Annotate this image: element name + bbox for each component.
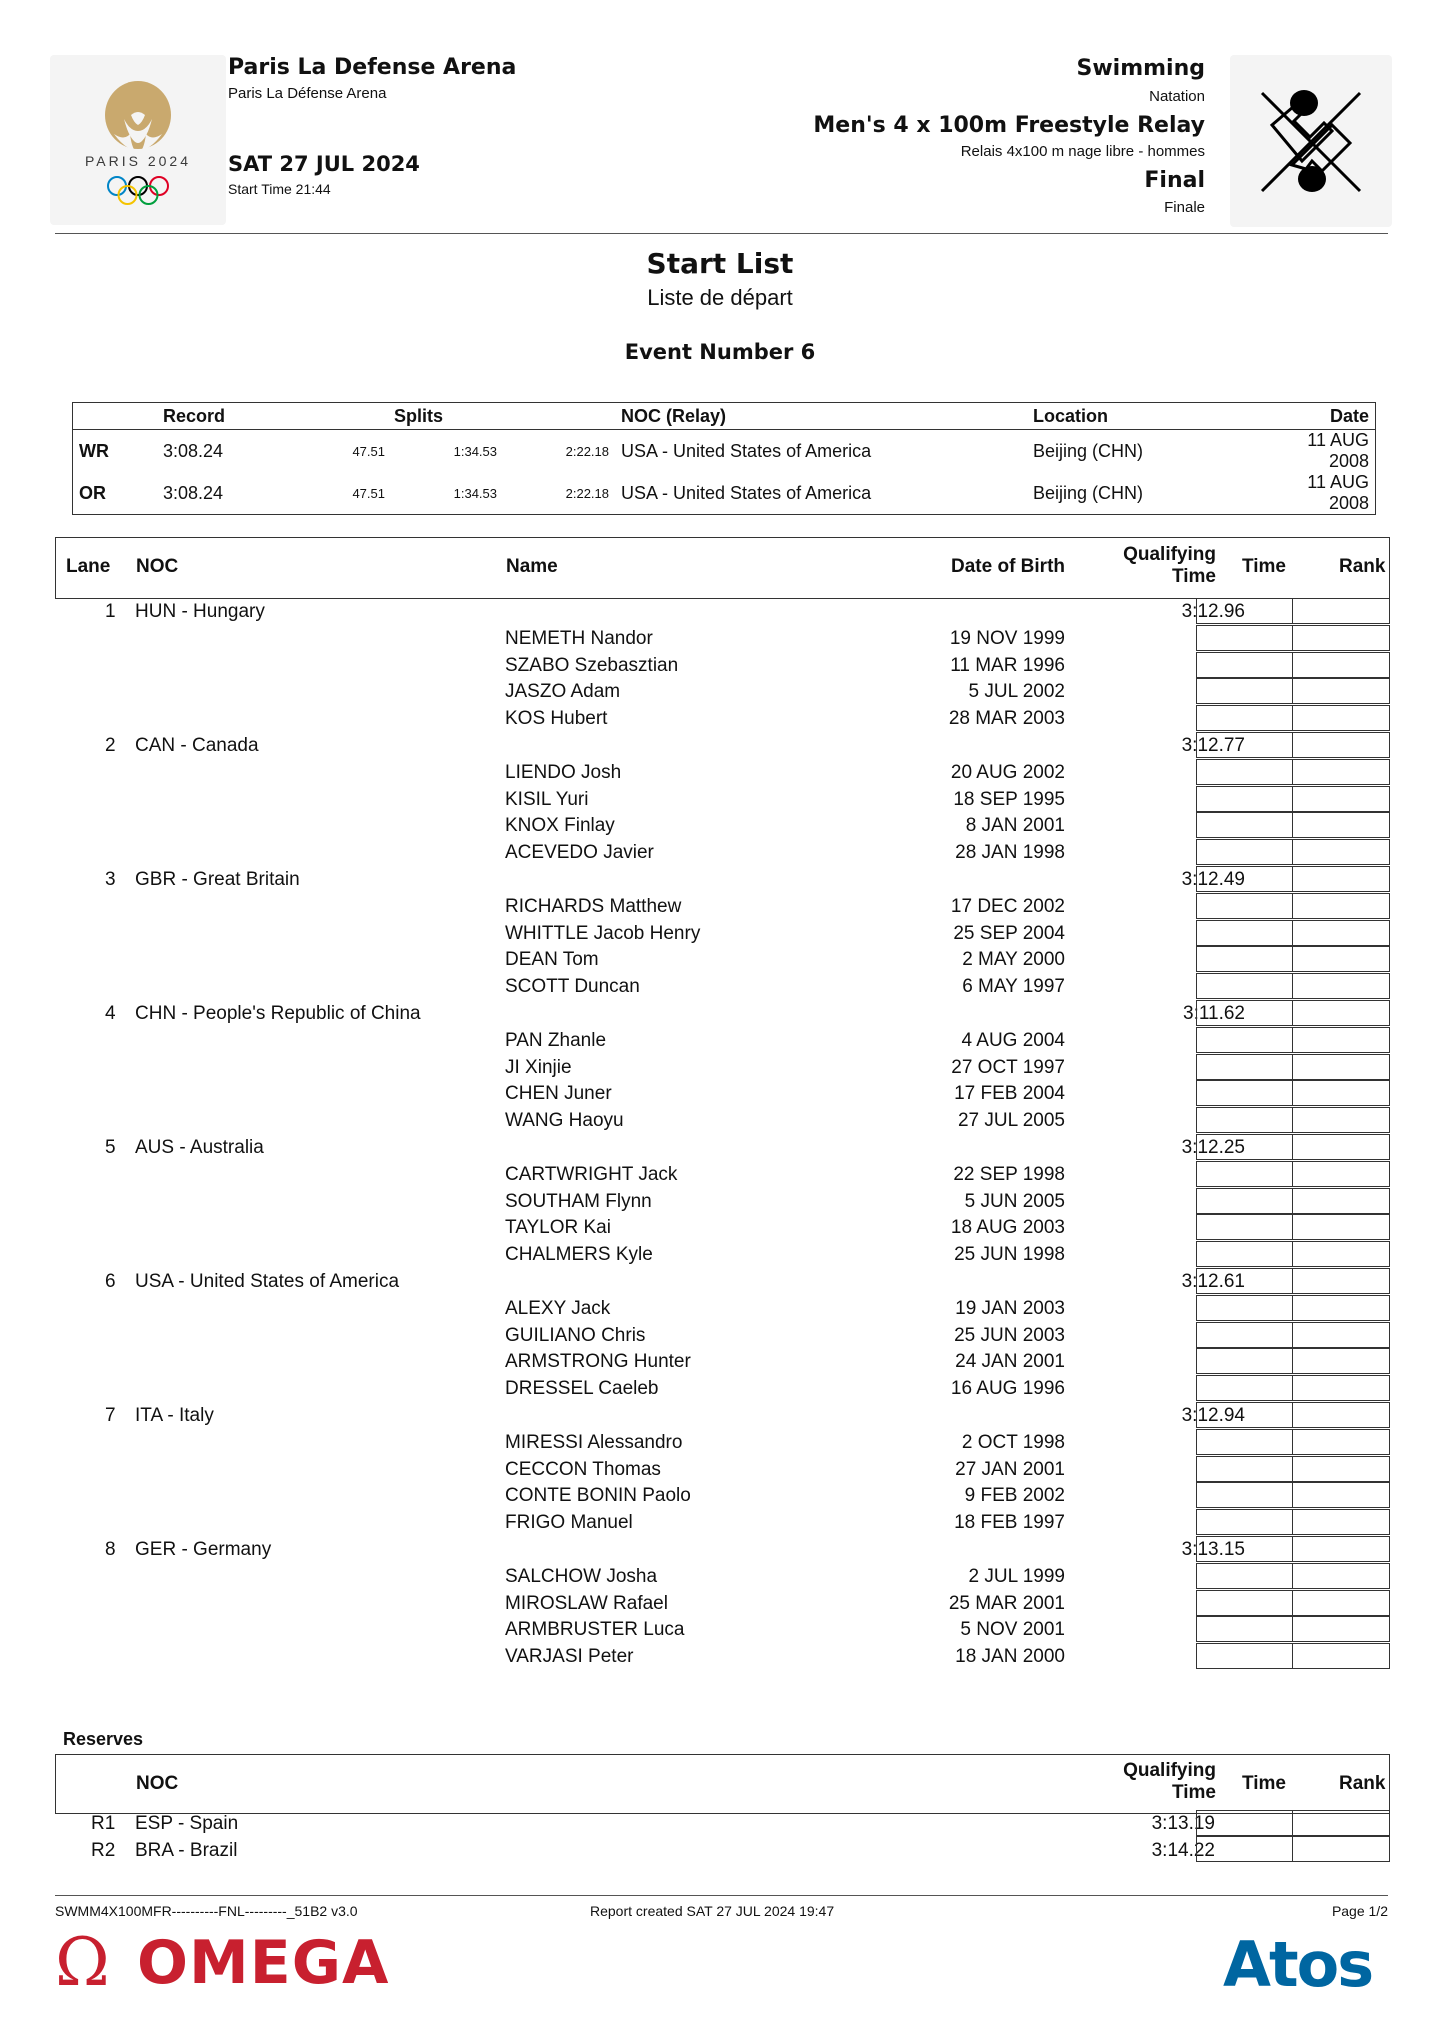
time-cell — [1196, 1080, 1293, 1106]
omega-wordmark: OMEGA — [137, 1928, 390, 1998]
reserve-row — [55, 1837, 1388, 1864]
reserve-code: R2 — [91, 1840, 116, 1861]
swimmer-name: SALCHOW Josha — [505, 1565, 658, 1587]
swimming-pictogram-icon — [1242, 73, 1380, 209]
swimmer-row — [55, 1107, 1388, 1134]
rank-cell — [1293, 1429, 1390, 1455]
team-row — [55, 1536, 1388, 1563]
time-cell — [1196, 1188, 1293, 1214]
swimmer-name: TAYLOR Kai — [505, 1217, 611, 1239]
time-cell — [1196, 625, 1293, 651]
rank-cell — [1293, 1616, 1390, 1642]
swimmer-name: JASZO Adam — [505, 681, 621, 703]
lane-number: 2 — [105, 735, 116, 756]
swimmer-row — [55, 1322, 1388, 1349]
swimmer-name: KNOX Finlay — [505, 815, 615, 837]
swimmer-row — [55, 1027, 1388, 1054]
record-split-3: 2:22.18 — [565, 443, 609, 459]
qualifying-time: 3:12.61 — [1181, 1271, 1245, 1292]
col-qualifying-time-label: Time — [1171, 566, 1216, 587]
time-cell — [1196, 1643, 1293, 1669]
swimmer-dob: 5 JUN 2005 — [964, 1190, 1065, 1212]
swimming-pictogram — [1230, 55, 1392, 227]
rank-cell — [1293, 1836, 1390, 1862]
lane-number: 5 — [105, 1137, 116, 1158]
col-lane: Lane — [66, 556, 111, 577]
swimmer-row — [55, 839, 1388, 866]
rank-cell — [1293, 1482, 1390, 1508]
record-date: 11 AUG 2008 — [1307, 430, 1369, 471]
time-cell — [1196, 1836, 1293, 1862]
reserve-noc: BRA - Brazil — [135, 1840, 238, 1861]
qualifying-time: 3:12.94 — [1181, 1405, 1245, 1426]
rank-cell — [1293, 1590, 1390, 1616]
swimmer-row — [55, 1482, 1388, 1509]
rank-cell — [1293, 1295, 1390, 1321]
swimmer-row — [55, 1214, 1388, 1241]
swimmer-dob: 5 JUL 2002 — [968, 681, 1065, 703]
swimmer-dob: 19 JAN 2003 — [955, 1297, 1065, 1319]
lane-number: 4 — [105, 1003, 116, 1024]
time-cell — [1196, 1000, 1293, 1026]
time-cell — [1196, 1810, 1293, 1836]
swimmer-row — [55, 786, 1388, 813]
rank-cell — [1293, 759, 1390, 785]
report-code: SWMM4X100MFR----------FNL---------_51B2 v3.0 — [55, 1903, 358, 1919]
time-cell — [1196, 678, 1293, 704]
time-cell — [1196, 1295, 1293, 1321]
time-cell — [1196, 1402, 1293, 1428]
swimmer-dob: 25 SEP 2004 — [953, 922, 1065, 944]
swimmer-row — [55, 1643, 1388, 1670]
swimmer-name: CARTWRIGHT Jack — [505, 1163, 678, 1185]
time-cell — [1196, 705, 1293, 731]
swimmer-dob: 17 DEC 2002 — [950, 895, 1065, 917]
swimmer-dob: 18 AUG 2003 — [950, 1217, 1065, 1239]
swimmer-name: LIENDO Josh — [505, 761, 622, 783]
team-row — [55, 866, 1388, 893]
rank-cell — [1293, 839, 1390, 865]
swimmer-name: RICHARDS Matthew — [505, 895, 682, 917]
record-split-2: 1:34.53 — [453, 443, 497, 459]
reserves-label: Reserves — [63, 1729, 144, 1749]
rank-cell — [1293, 920, 1390, 946]
swimmer-dob: 17 FEB 2004 — [954, 1083, 1065, 1105]
time-cell — [1196, 1456, 1293, 1482]
record-type: WR — [79, 440, 109, 461]
swimmer-dob: 2 OCT 1998 — [961, 1431, 1065, 1453]
swimmer-name: SOUTHAM Flynn — [505, 1190, 652, 1212]
team-noc: USA - United States of America — [135, 1271, 400, 1292]
header-divider — [55, 233, 1388, 234]
page-number: Page 1/2 — [1331, 1903, 1388, 1919]
record-noc: USA - United States of America — [621, 440, 872, 461]
reserves-col-qualifying-time-label: Time — [1171, 1782, 1216, 1803]
swimmer-dob: 16 AUG 1996 — [950, 1378, 1065, 1400]
qualifying-time: 3:11.62 — [1183, 1003, 1245, 1024]
rank-cell — [1293, 893, 1390, 919]
rank-cell — [1293, 705, 1390, 731]
atos-logo: Atos — [1223, 1928, 1373, 2001]
time-cell — [1196, 1429, 1293, 1455]
swimmer-name: SCOTT Duncan — [505, 976, 640, 998]
time-cell — [1196, 973, 1293, 999]
rank-cell — [1293, 973, 1390, 999]
qualifying-time: 3:12.25 — [1181, 1137, 1245, 1158]
records-table — [72, 402, 1376, 515]
time-cell — [1196, 1590, 1293, 1616]
swimmer-name: KOS Hubert — [505, 708, 608, 730]
swimmer-name: JI Xinjie — [505, 1056, 572, 1078]
rank-cell — [1293, 946, 1390, 972]
rank-cell — [1293, 1643, 1390, 1669]
lane-number: 1 — [105, 601, 116, 622]
swimmer-name: CHALMERS Kyle — [505, 1244, 653, 1266]
lane-number: 3 — [105, 869, 116, 890]
col-noc: NOC — [136, 556, 179, 577]
time-cell — [1196, 893, 1293, 919]
time-cell — [1196, 1107, 1293, 1133]
swimmer-name: DRESSEL Caeleb — [505, 1378, 659, 1400]
report-created: Report created SAT 27 JUL 2024 19:47 — [590, 1903, 835, 1919]
time-cell — [1196, 1348, 1293, 1374]
record-split-1: 47.51 — [352, 443, 385, 459]
reserves-col-rank: Rank — [1339, 1773, 1386, 1794]
swimmer-name: MIROSLAW Rafael — [505, 1592, 668, 1614]
record-time: 3:08.24 — [163, 440, 224, 461]
col-time: Time — [1242, 556, 1287, 577]
swimmer-dob: 5 NOV 2001 — [960, 1619, 1065, 1641]
event-name-fr: Relais 4x100 m nage libre - hommes — [960, 143, 1205, 160]
record-split-2: 1:34.53 — [453, 485, 497, 501]
lane-number: 8 — [105, 1539, 116, 1560]
phase-name-fr: Finale — [1164, 199, 1205, 216]
time-cell — [1196, 1134, 1293, 1160]
team-noc: CHN - People's Republic of China — [135, 1003, 421, 1024]
swimmer-row — [55, 1348, 1388, 1375]
venue-name: Paris La Defense Arena — [228, 55, 517, 80]
reserves-col-noc: NOC — [136, 1773, 179, 1794]
paris-2024-logo — [50, 55, 226, 225]
phase-name: Final — [1144, 168, 1205, 193]
team-row — [55, 1402, 1388, 1429]
swimmer-dob: 27 JAN 2001 — [955, 1458, 1065, 1480]
reserves-col-qualifying-time — [1086, 1760, 1216, 1804]
records-col-location: Location — [1027, 403, 1289, 430]
rank-cell — [1293, 652, 1390, 678]
swimmer-name: CECCON Thomas — [505, 1458, 661, 1480]
time-cell — [1196, 1536, 1293, 1562]
swimmer-dob: 25 MAR 2001 — [948, 1592, 1065, 1614]
swimmer-row — [55, 812, 1388, 839]
time-cell — [1196, 1563, 1293, 1589]
swimmer-dob: 19 NOV 1999 — [949, 627, 1065, 649]
qualifying-time: 3:13.15 — [1181, 1539, 1245, 1560]
swimmer-dob: 4 AUG 2004 — [961, 1029, 1065, 1051]
time-cell — [1196, 1268, 1293, 1294]
swimmer-row — [55, 678, 1388, 705]
swimmer-row — [55, 652, 1388, 679]
team-noc: AUS - Australia — [135, 1137, 264, 1158]
record-noc: USA - United States of America — [621, 482, 872, 503]
record-row-wr — [73, 430, 1376, 473]
reserves-header — [55, 1754, 1390, 1814]
swimmer-name: WHITTLE Jacob Henry — [505, 922, 701, 944]
rank-cell — [1293, 678, 1390, 704]
reserve-code: R1 — [91, 1813, 116, 1834]
swimmer-row — [55, 1590, 1388, 1617]
col-qualifying-label: Qualifying — [1123, 544, 1216, 565]
swimmer-name: KISIL Yuri — [505, 788, 589, 810]
record-split-1: 47.51 — [352, 485, 385, 501]
swimmer-dob: 24 JAN 2001 — [955, 1351, 1065, 1373]
swimmer-name: PAN Zhanle — [505, 1029, 607, 1051]
sport-name-fr: Natation — [1149, 88, 1205, 105]
swimmer-name: WANG Haoyu — [505, 1110, 624, 1132]
rank-cell — [1293, 1375, 1390, 1401]
swimmer-dob: 25 JUN 1998 — [954, 1244, 1065, 1266]
rank-cell — [1293, 1000, 1390, 1026]
time-cell — [1196, 1616, 1293, 1642]
rank-cell — [1293, 732, 1390, 758]
swimmer-dob: 28 MAR 2003 — [948, 708, 1065, 730]
record-date: 11 AUG 2008 — [1307, 472, 1369, 513]
reserve-row — [55, 1810, 1388, 1837]
swimmer-row — [55, 1054, 1388, 1081]
swimmer-row — [55, 759, 1388, 786]
rank-cell — [1293, 1161, 1390, 1187]
record-type: OR — [79, 482, 106, 503]
time-cell — [1196, 1322, 1293, 1348]
time-cell — [1196, 598, 1293, 624]
team-noc: HUN - Hungary — [135, 601, 265, 622]
swimmer-dob: 20 AUG 2002 — [950, 761, 1065, 783]
swimmer-dob: 2 MAY 2000 — [962, 949, 1065, 971]
records-col-type — [73, 403, 158, 430]
swimmer-row — [55, 1080, 1388, 1107]
swimmer-dob: 6 MAY 1997 — [962, 976, 1065, 998]
time-cell — [1196, 946, 1293, 972]
records-col-splits: Splits — [289, 403, 615, 430]
rank-cell — [1293, 1402, 1390, 1428]
record-time: 3:08.24 — [163, 482, 224, 503]
lane-number: 6 — [105, 1271, 116, 1292]
swimmer-row — [55, 1456, 1388, 1483]
col-name: Name — [506, 556, 558, 577]
qualifying-time: 3:12.96 — [1181, 601, 1245, 622]
rank-cell — [1293, 812, 1390, 838]
reserve-qualifying-time: 3:14.22 — [1151, 1840, 1215, 1861]
time-cell — [1196, 732, 1293, 758]
swimmer-name: CONTE BONIN Paolo — [505, 1485, 691, 1507]
qualifying-time: 3:12.49 — [1181, 869, 1245, 890]
omega-symbol-icon: Ω — [55, 1924, 110, 2001]
records-col-noc: NOC (Relay) — [615, 403, 1027, 430]
rank-cell — [1293, 598, 1390, 624]
time-cell — [1196, 1027, 1293, 1053]
records-header-row — [73, 403, 1376, 430]
swimmer-row — [55, 1509, 1388, 1536]
time-cell — [1196, 1375, 1293, 1401]
swimmer-name: FRIGO Manuel — [505, 1512, 633, 1534]
rank-cell — [1293, 1188, 1390, 1214]
rank-cell — [1293, 866, 1390, 892]
swimmer-name: DEAN Tom — [505, 949, 599, 971]
reserve-qualifying-time: 3:13.19 — [1151, 1813, 1215, 1834]
swimmer-row — [55, 1295, 1388, 1322]
time-cell — [1196, 759, 1293, 785]
record-location: Beijing (CHN) — [1033, 482, 1144, 503]
rank-cell — [1293, 1268, 1390, 1294]
rank-cell — [1293, 1134, 1390, 1160]
col-dob: Date of Birth — [951, 556, 1065, 577]
swimmer-dob: 9 FEB 2002 — [964, 1485, 1065, 1507]
start-list-header — [55, 537, 1390, 599]
rank-cell — [1293, 1107, 1390, 1133]
team-row — [55, 1268, 1388, 1295]
col-rank: Rank — [1339, 556, 1386, 577]
swimmer-dob: 2 JUL 1999 — [968, 1565, 1065, 1587]
team-noc: ITA - Italy — [135, 1405, 214, 1426]
swimmer-name: CHEN Juner — [505, 1083, 612, 1105]
qualifying-time: 3:12.77 — [1181, 735, 1245, 756]
venue-name-fr: Paris La Défense Arena — [228, 85, 387, 102]
swimmer-name: VARJASI Peter — [505, 1646, 634, 1668]
time-cell — [1196, 786, 1293, 812]
swimmer-dob: 22 SEP 1998 — [953, 1163, 1065, 1185]
swimmer-row — [55, 920, 1388, 947]
swimmer-name: ARMBRUSTER Luca — [505, 1619, 685, 1641]
swimmer-row — [55, 1188, 1388, 1215]
swimmer-dob: 28 JAN 1998 — [955, 842, 1065, 864]
rank-cell — [1293, 1080, 1390, 1106]
swimmer-row — [55, 1563, 1388, 1590]
swimmer-row — [55, 1429, 1388, 1456]
rank-cell — [1293, 1348, 1390, 1374]
rank-cell — [1293, 786, 1390, 812]
records-col-date: Date — [1289, 403, 1376, 430]
rank-cell — [1293, 1214, 1390, 1240]
swimmer-row — [55, 1616, 1388, 1643]
record-row-or — [73, 472, 1376, 515]
swimmer-dob: 8 JAN 2001 — [965, 815, 1065, 837]
reserves-col-time: Time — [1242, 1773, 1287, 1794]
time-cell — [1196, 866, 1293, 892]
swimmer-name: GUILIANO Chris — [505, 1324, 646, 1346]
time-cell — [1196, 1482, 1293, 1508]
record-split-3: 2:22.18 — [565, 485, 609, 501]
team-noc: CAN - Canada — [135, 735, 259, 756]
team-row — [55, 1000, 1388, 1027]
swimmer-row — [55, 1241, 1388, 1268]
time-cell — [1196, 1214, 1293, 1240]
rank-cell — [1293, 1810, 1390, 1836]
rank-cell — [1293, 1027, 1390, 1053]
swimmer-row — [55, 1161, 1388, 1188]
event-name: Men's 4 x 100m Freestyle Relay — [813, 113, 1205, 138]
record-location: Beijing (CHN) — [1033, 440, 1144, 461]
time-cell — [1196, 920, 1293, 946]
swimmer-name: SZABO Szebasztian — [505, 654, 679, 676]
swimmer-name: ACEVEDO Javier — [505, 842, 654, 864]
swimmer-dob: 18 SEP 1995 — [953, 788, 1065, 810]
swimmer-dob: 27 OCT 1997 — [951, 1056, 1065, 1078]
swimmer-dob: 11 MAR 1996 — [950, 654, 1065, 676]
rank-cell — [1293, 1509, 1390, 1535]
time-cell — [1196, 812, 1293, 838]
rank-cell — [1293, 1563, 1390, 1589]
time-cell — [1196, 1509, 1293, 1535]
olympic-rings-icon — [105, 175, 171, 205]
rank-cell — [1293, 1241, 1390, 1267]
swimmer-name: NEMETH Nandor — [505, 627, 653, 649]
swimmer-dob: 18 JAN 2000 — [955, 1646, 1065, 1668]
event-number: Event Number 6 — [624, 340, 816, 364]
rank-cell — [1293, 625, 1390, 651]
team-row — [55, 598, 1388, 625]
time-cell — [1196, 839, 1293, 865]
time-cell — [1196, 1161, 1293, 1187]
rank-cell — [1293, 1456, 1390, 1482]
reserve-noc: ESP - Spain — [135, 1813, 239, 1834]
team-noc: GER - Germany — [135, 1539, 272, 1560]
rank-cell — [1293, 1054, 1390, 1080]
team-row — [55, 732, 1388, 759]
swimmer-row — [55, 973, 1388, 1000]
start-time: Start Time 21:44 — [228, 181, 331, 197]
swimmer-row — [55, 1375, 1388, 1402]
swimmer-name: ALEXY Jack — [505, 1297, 611, 1319]
swimmer-row — [55, 893, 1388, 920]
time-cell — [1196, 1241, 1293, 1267]
event-date: SAT 27 JUL 2024 — [228, 152, 420, 176]
page-subtitle: Liste de départ — [647, 285, 793, 310]
swimmer-dob: 25 JUN 2003 — [954, 1324, 1065, 1346]
reserves-col-qualifying-label: Qualifying — [1123, 1760, 1216, 1781]
time-cell — [1196, 1054, 1293, 1080]
col-qualifying-time — [1086, 544, 1216, 588]
time-cell — [1196, 652, 1293, 678]
lane-number: 7 — [105, 1405, 116, 1426]
swimmer-row — [55, 705, 1388, 732]
swimmer-row — [55, 946, 1388, 973]
paris-2024-wordmark: PARIS 2024 — [84, 153, 191, 169]
page-title: Start List — [646, 247, 794, 280]
swimmer-name: MIRESSI Alessandro — [505, 1431, 683, 1453]
swimmer-dob: 27 JUL 2005 — [957, 1110, 1065, 1132]
swimmer-dob: 18 FEB 1997 — [954, 1512, 1065, 1534]
rank-cell — [1293, 1536, 1390, 1562]
rank-cell — [1293, 1322, 1390, 1348]
footer-divider — [55, 1895, 1388, 1896]
sport-name: Swimming — [1076, 56, 1205, 81]
team-row — [55, 1134, 1388, 1161]
swimmer-row — [55, 625, 1388, 652]
records-col-record: Record — [157, 403, 289, 430]
team-noc: GBR - Great Britain — [135, 869, 300, 890]
swimmer-name: ARMSTRONG Hunter — [505, 1351, 691, 1373]
